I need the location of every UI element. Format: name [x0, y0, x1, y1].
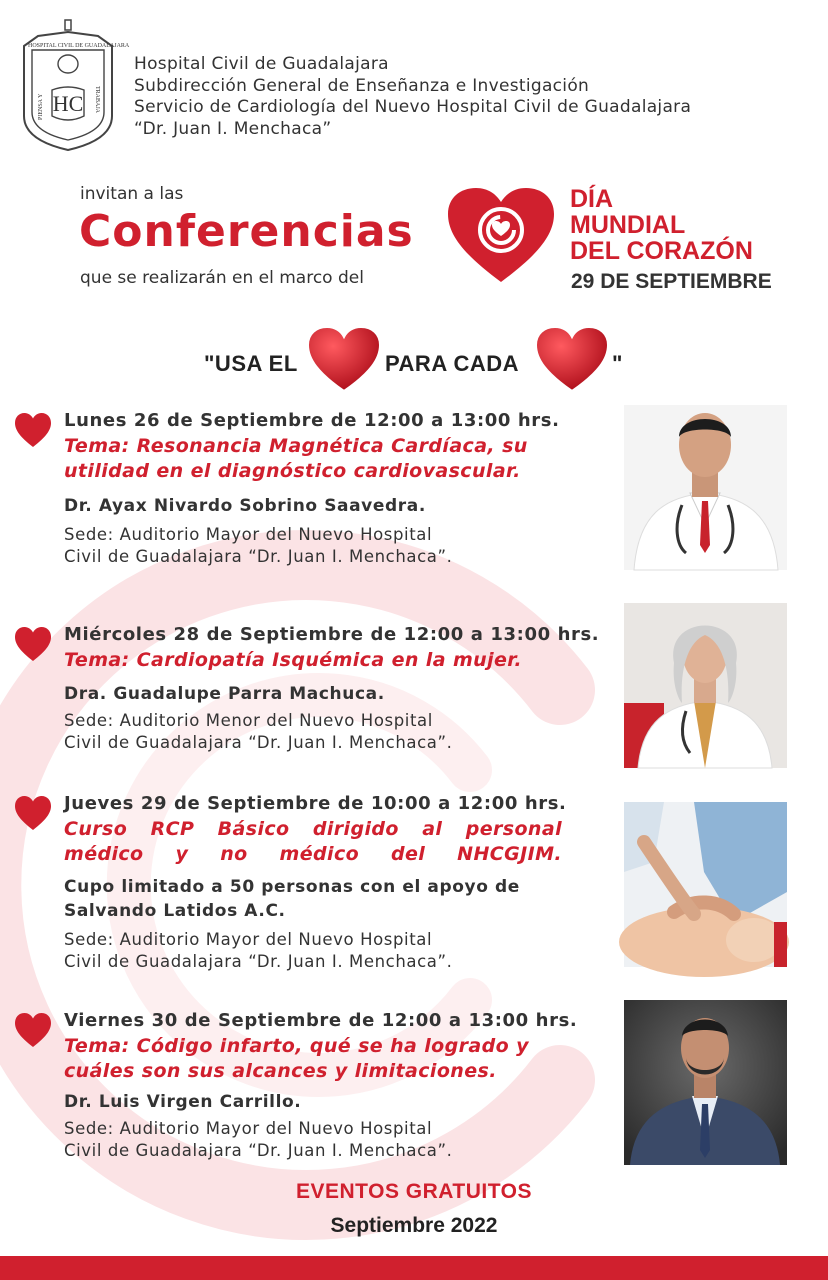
heart-bullet-icon — [14, 412, 52, 448]
svg-text:HOSPITAL CIVIL DE GUADALAJARA: HOSPITAL CIVIL DE GUADALAJARA — [28, 43, 130, 49]
event-venue-line-2: Civil de Guadalajara “Dr. Juan I. Menchaca”. — [64, 547, 453, 566]
institution-block — [134, 54, 691, 140]
heart-day-title — [570, 186, 753, 264]
event-date: Viernes 30 de Septiembre de 12:00 a 13:00 hrs. — [64, 1010, 578, 1031]
slogan-heart-icon — [306, 325, 382, 393]
event-speaker: Cupo limitado a 50 personas con el apoyo de Salvando Latidos A.C. — [64, 877, 520, 921]
svg-text:PIENSA Y: PIENSA Y — [38, 93, 44, 120]
event-venue — [64, 524, 452, 568]
event-date: Lunes 26 de Septiembre de 12:00 a 13:00 hrs. — [64, 410, 560, 431]
heart-bullet-icon — [14, 626, 52, 662]
bottom-accent-bar — [0, 1256, 828, 1280]
speaker-photo-2 — [624, 603, 787, 768]
slogan-part-1: "USA EL — [204, 351, 298, 376]
event-venue — [64, 1118, 452, 1162]
event-venue — [64, 929, 452, 973]
event-topic: Tema: Cardiopatía Isquémica en la mujer. — [64, 649, 522, 671]
institution-line-1: Hospital Civil de Guadalajara — [134, 54, 389, 74]
speaker-photo-4 — [624, 1000, 787, 1165]
institution-line-2: Subdirección General de Enseñanza e Investigación — [134, 75, 590, 96]
event-speaker: Dr. Ayax Nivardo Sobrino Saavedra. — [64, 496, 426, 516]
institution-line-4: “Dr. Juan I. Menchaca” — [134, 118, 332, 139]
event-date: Miércoles 28 de Septiembre de 12:00 a 13:00 hrs. — [64, 624, 600, 645]
heart-day-line-3: DEL CORAZÓN — [570, 237, 753, 265]
event-venue-line-1: Sede: Auditorio Menor del Nuevo Hospital — [64, 711, 433, 730]
event-topic: Curso RCP Básico dirigido al personal médico y no médico del NHCGJIM. — [64, 818, 562, 865]
event-venue-line-1: Sede: Auditorio Mayor del Nuevo Hospital — [64, 930, 433, 949]
institution-line-3: Servicio de Cardiología del Nuevo Hospital Civil de Guadalajara — [134, 97, 692, 117]
cpr-training-photo — [624, 802, 787, 967]
event-venue-line-2: Civil de Guadalajara “Dr. Juan I. Menchaca”. — [64, 733, 453, 752]
event-speaker: Dra. Guadalupe Parra Machuca. — [64, 684, 385, 704]
heart-day-line-1: DÍA — [570, 185, 614, 213]
heart-day-line-2: MUNDIAL — [570, 211, 686, 239]
event-topic: Tema: Código infarto, qué se ha logrado y cuáles son sus alcances y limitaciones. — [64, 1035, 529, 1082]
month-year-label: Septiembre 2022 — [330, 1214, 498, 1237]
intro-subtitle: que se realizarán en el marco del — [80, 268, 364, 288]
event-venue-line-1: Sede: Auditorio Mayor del Nuevo Hospital — [64, 1119, 433, 1138]
slogan-heart-icon — [534, 325, 610, 393]
event-date: Jueves 29 de Septiembre de 10:00 a 12:00 hrs. — [64, 793, 567, 814]
page-title: Conferencias — [79, 206, 414, 257]
free-events-label: EVENTOS GRATUITOS — [295, 1180, 533, 1203]
speaker-photo-1 — [624, 405, 787, 570]
heart-bullet-icon — [14, 1012, 52, 1048]
heart-bullet-icon — [14, 795, 52, 831]
slogan-part-3: " — [612, 351, 623, 376]
svg-text:TRABAJA: TRABAJA — [94, 86, 100, 114]
slogan — [200, 325, 640, 395]
world-heart-day-logo-icon — [446, 186, 556, 284]
event-topic: Tema: Resonancia Magnética Cardíaca, su utilidad en el diagnóstico cardiovascular. — [64, 435, 528, 482]
event-venue-line-2: Civil de Guadalajara “Dr. Juan I. Menchaca”. — [64, 952, 453, 971]
event-venue-line-1: Sede: Auditorio Mayor del Nuevo Hospital — [64, 525, 433, 544]
slogan-part-2: PARA CADA — [385, 351, 520, 376]
event-venue-line-2: Civil de Guadalajara “Dr. Juan I. Menchaca”. — [64, 1141, 453, 1160]
invite-text: invitan a las — [80, 184, 184, 204]
hospital-crest-icon — [18, 20, 130, 152]
event-venue — [64, 710, 452, 754]
heart-day-date: 29 DE SEPTIEMBRE — [571, 270, 772, 293]
event-speaker: Dr. Luis Virgen Carrillo. — [64, 1092, 302, 1112]
svg-text:HC: HC — [52, 91, 84, 116]
